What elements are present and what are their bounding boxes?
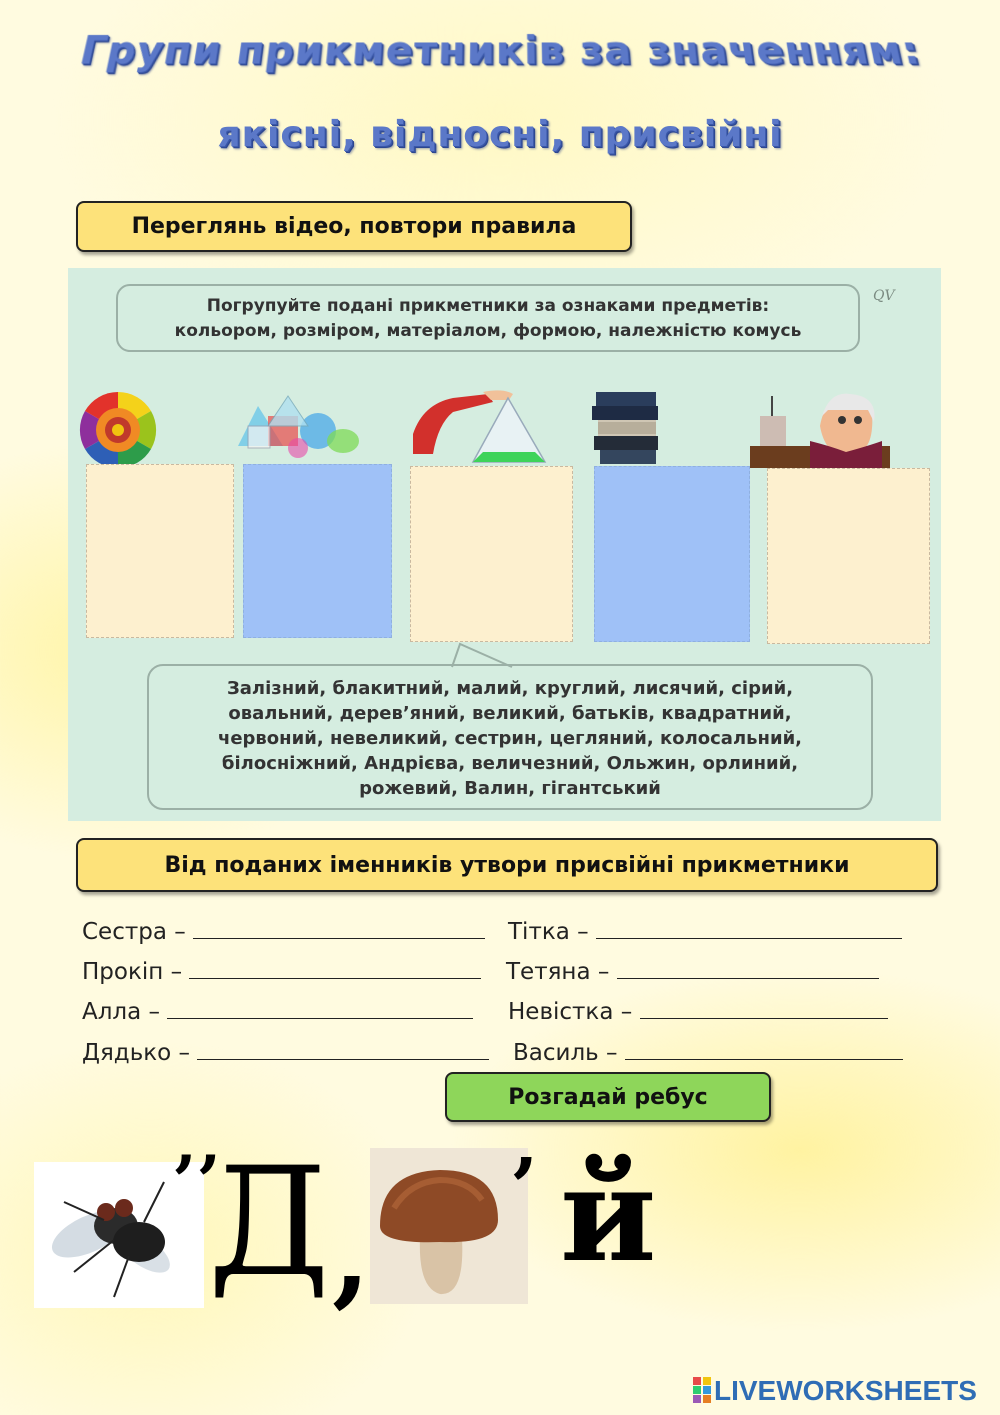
liveworksheets-mark-icon — [693, 1377, 711, 1403]
answer-blank[interactable] — [189, 956, 481, 979]
worksheet-title-line2: якісні, відносні, присвійні — [217, 114, 783, 155]
adjectives-line: червоний, невеликий, сестрин, цегляний, колосальний, — [217, 728, 803, 749]
section-banner-video: Переглянь відео, повтори правила — [76, 201, 632, 252]
exercise-row — [82, 996, 473, 1025]
rebus-apostrophe: ’ — [510, 1140, 538, 1234]
liveworksheets-logo[interactable] — [693, 1375, 977, 1407]
answer-blank[interactable] — [596, 916, 902, 939]
material-blocks-icon — [588, 386, 668, 468]
noun-label: Василь – — [513, 1040, 618, 1066]
noun-label: Сестра – — [82, 919, 186, 945]
exercise-row — [506, 956, 879, 985]
adjectives-list-box — [147, 664, 873, 810]
answer-blank[interactable] — [167, 996, 473, 1019]
answer-box-color[interactable] — [86, 464, 234, 638]
adjectives-line: білосніжний, Андрієва, величезний, Ольжин, орлиний, — [221, 753, 799, 774]
answer-blank[interactable] — [193, 916, 485, 939]
grouping-panel — [68, 268, 941, 821]
noun-label: Невістка – — [508, 999, 633, 1025]
answer-box-shape[interactable] — [594, 466, 750, 642]
answer-blank[interactable] — [625, 1037, 903, 1060]
rebus-letter-y: й — [560, 1138, 657, 1291]
answer-box-size[interactable] — [243, 464, 392, 638]
noun-label: Прокіп – — [82, 959, 183, 985]
adjectives-line: овальний, дерев’яний, великий, батьків, квадратний, — [228, 703, 792, 724]
instruction-box — [116, 284, 860, 352]
mushroom-icon — [370, 1148, 528, 1304]
exercise-row — [82, 956, 481, 985]
answer-box-owner[interactable] — [767, 468, 930, 644]
noun-label: Тітка – — [508, 919, 589, 945]
rebus-letter-d: Д — [208, 1136, 330, 1310]
answer-blank[interactable] — [617, 956, 879, 979]
exercise-row — [508, 916, 902, 945]
exercise-row — [82, 916, 485, 945]
mushroom-image — [370, 1148, 528, 1304]
answer-box-material[interactable] — [410, 466, 573, 642]
exercise-row — [508, 996, 888, 1025]
instruction-line1: Погрупуйте подані прикметники за ознаками предметів: — [206, 296, 770, 316]
liveworksheets-logo-text: LIVEWORKSHEETS — [714, 1375, 977, 1406]
professor-icon — [750, 386, 890, 468]
noun-label: Тетяна – — [506, 959, 610, 985]
answer-blank[interactable] — [640, 996, 888, 1019]
noun-label: Дядько – — [82, 1040, 191, 1066]
section-banner-possessive: Від поданих іменників утвори присвійні прикметники — [76, 838, 938, 892]
answer-blank[interactable] — [197, 1037, 489, 1060]
section-banner-rebus: Розгадай ребус — [445, 1072, 771, 1122]
adjectives-line: рожевий, Валин, гігантський — [359, 778, 661, 799]
geometric-shapes-icon — [228, 386, 368, 466]
author-signature: QV — [873, 288, 895, 304]
color-wheel-icon — [70, 388, 166, 468]
adjectives-line: Залізний, блакитний, малий, круглий, лисячий, сірий, — [226, 678, 794, 699]
rebus-apostrophes: ’’ — [172, 1140, 221, 1223]
exercise-row — [513, 1037, 903, 1066]
rebus-comma: , — [332, 1190, 371, 1319]
worksheet-title-line1: Групи прикметників за значенням: — [75, 29, 925, 74]
instruction-line2: кольором, розміром, матеріалом, формою, належністю комусь — [174, 321, 802, 341]
cone-flask-icon — [413, 384, 573, 466]
exercise-row — [82, 1037, 489, 1066]
noun-label: Алла – — [82, 999, 161, 1025]
